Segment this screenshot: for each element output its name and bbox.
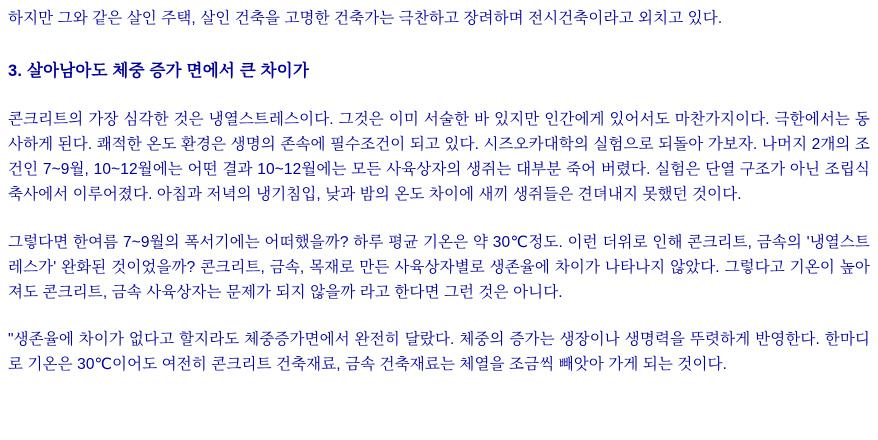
lead-paragraph: 하지만 그와 같은 살인 주택, 살인 건축을 고명한 건축가는 극찬하고 장려하며 전시건축이라고 외치고 있다. (8, 10, 723, 27)
body-paragraph-3: "생존율에 차이가 없다고 할지라도 체중증가면에서 완전히 달랐다. 체중의 증가는 생장이나 생명력을 뚜렷하게 반영한다. 한마디로 기온은 30℃이어도 여전히 콘크리트 건축재료, 금속 건축재료는 체열을 조금씩 빼앗아 가게 되는 것이다. (8, 330, 870, 373)
body-paragraph-1: 콘크리트의 가장 심각한 것은 냉열스트레스이다. 그것은 이미 서술한 바 있지만 인간에게 있어서도 마찬가지이다. 극한에서는 동사하게 된다. 쾌적한 온도 환경은 생명의 존속에 필수조건이 되고 있다. 시즈오카대학의 실험으로 되돌아 가보자. 나머지 2개의 조건인 7~9월, 10~12월에는 어떤 결과 10~12월에는 모든 사육상자의 생쥐는 대부분 죽어 버렸다. 실험은 단열 구조가 아닌 조립식 축사에서 이루어졌다. 아침과 저녁의 냉기침입, 낮과 밤의 온도 차이에 새끼 생쥐들은 견뎌내지 못했던 것이다. (8, 111, 870, 204)
section-heading: 3. 살아남아도 체중 증가 면에서 큰 차이가 (8, 62, 310, 81)
document-page (0, 6, 878, 440)
body-paragraph-2: 그렇다면 한여름 7~9월의 폭서기에는 어떠했을까? 하루 평균 기온은 약 30℃정도. 이런 더위로 인해 콘크리트, 금속의 '냉열스트레스가' 완화된 것이었을까? 콘크리트, 금속, 목재로 만든 사육상자별로 생존율에 차이가 나타나지 않았다. 그렇다고 기온이 높아져도 콘크리트, 금속 사육상자는 문제가 되지 않을까 라고 한다면 그런 것은 아니다. (8, 233, 870, 301)
